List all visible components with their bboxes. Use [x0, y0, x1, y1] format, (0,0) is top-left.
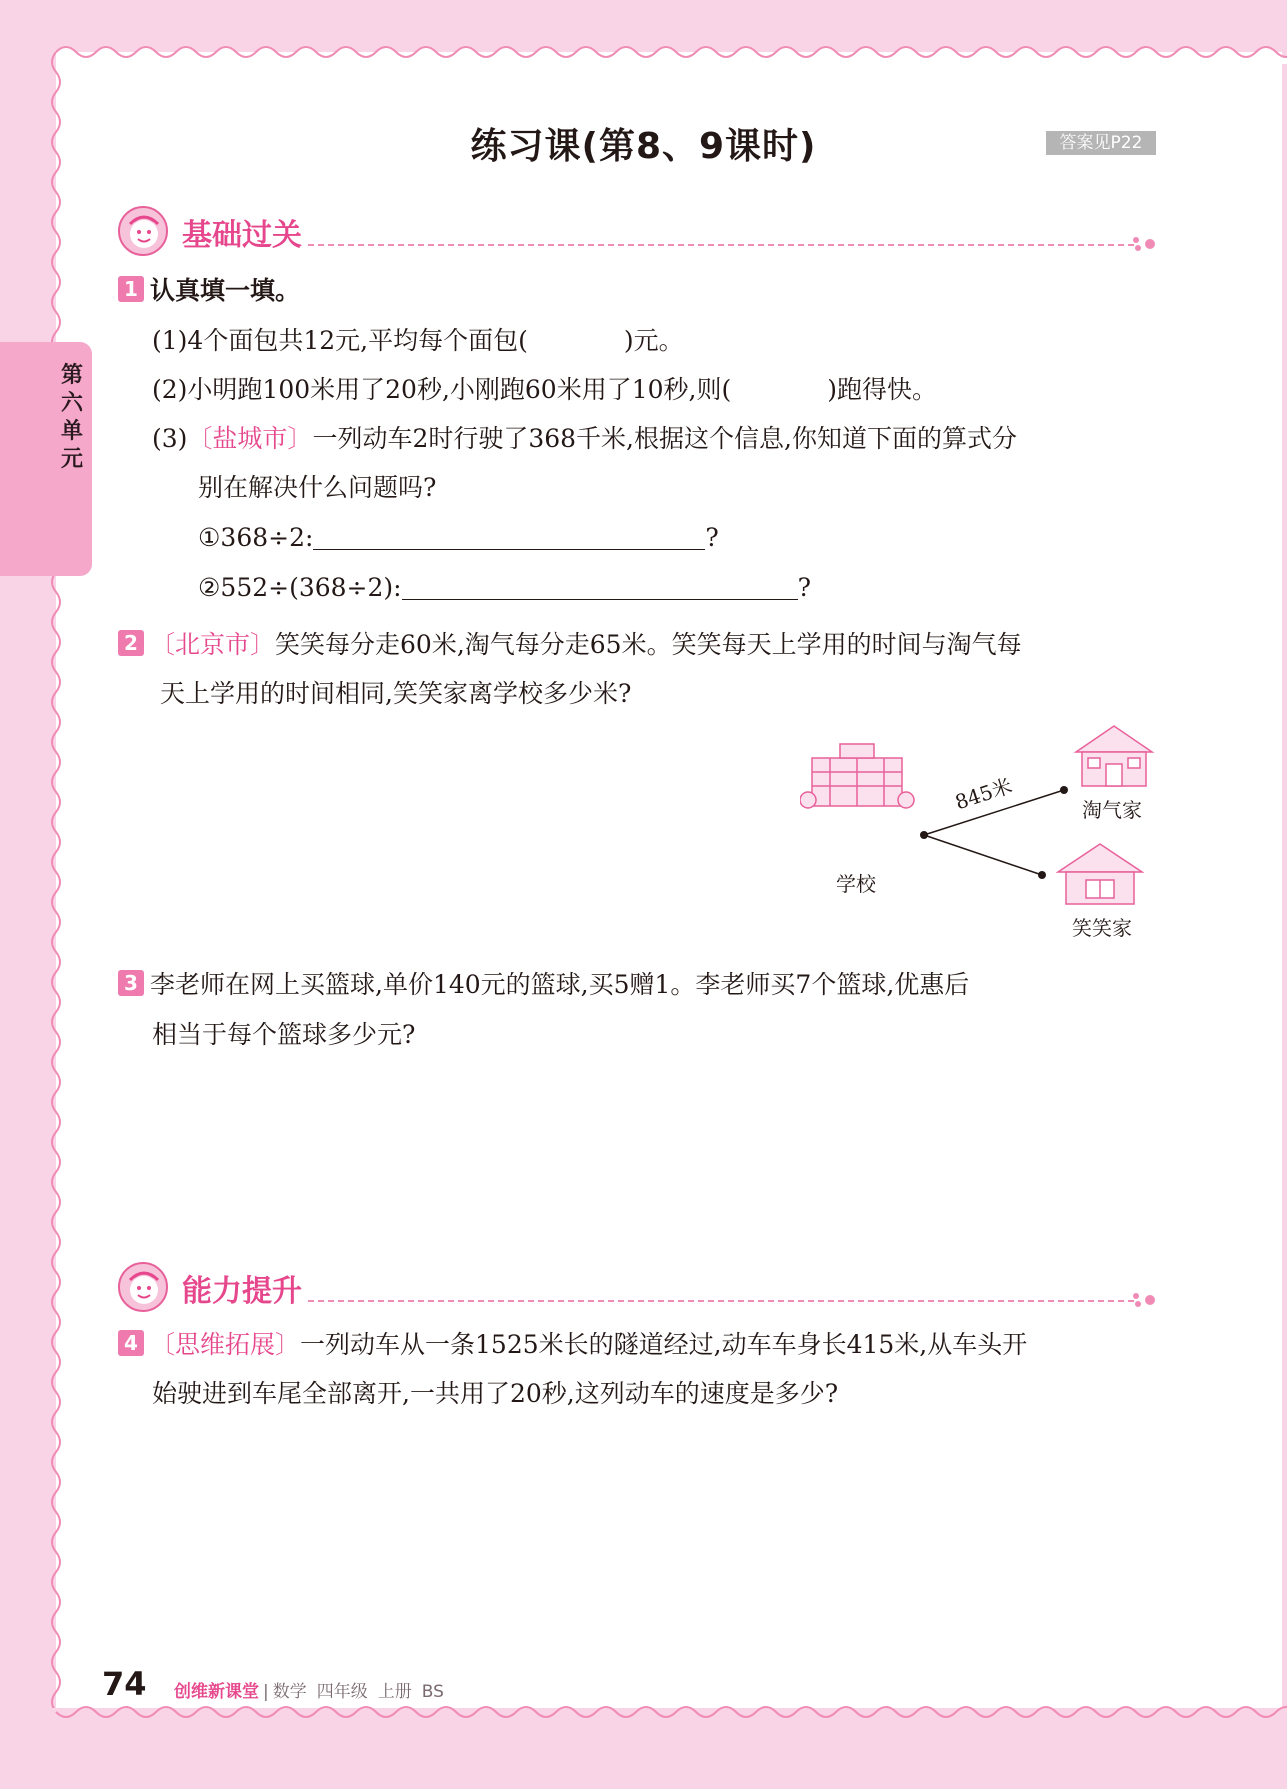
q2-line2: 天上学用的时间相同,笑笑家离学校多少米? — [160, 679, 632, 708]
footer-subject: 数学 — [272, 1682, 307, 1702]
q1-sub1-end: ? — [705, 523, 719, 552]
q3-text1: 李老师在网上买篮球,单价140元的篮球,买5赠1。李老师买7个篮球,优惠后 — [150, 970, 970, 999]
q1-part3 — [152, 422, 1017, 456]
q1-part3-line2: 别在解决什么问题吗? — [198, 473, 437, 502]
q1-number: 1 — [118, 276, 144, 302]
footer-brand: 创维新课堂 — [174, 1682, 259, 1702]
school-icon — [800, 744, 914, 808]
q3-line1 — [118, 968, 969, 1002]
page-title: 练习课(第8、9课时) — [470, 126, 817, 167]
q1-heading — [118, 274, 300, 308]
footer-volume: 上册 — [377, 1682, 412, 1702]
q1-sub2 — [198, 571, 811, 605]
decorative-dots-icon — [1132, 236, 1158, 252]
distance-label: 845米 — [952, 773, 1015, 815]
cartoon-face-icon — [118, 1262, 168, 1312]
section-advanced-title: 能力提升 — [182, 1274, 302, 1309]
q4-source-tag: 〔思维拓展〕 — [150, 1330, 301, 1359]
q2-number: 2 — [118, 630, 144, 656]
left-wave-edge — [44, 52, 68, 1708]
q1-sub2-answer-line[interactable] — [402, 573, 798, 600]
q1-part2-text: (2)小明跑100米用了20秒,小刚跑60米用了10秒,则( — [152, 375, 732, 404]
q1-part3-prefix: (3) — [152, 424, 188, 453]
bottom-wave-edge — [0, 1700, 1287, 1724]
answer-reference-badge: 答案见P22 — [1046, 131, 1156, 155]
section-divider — [308, 1300, 1134, 1302]
q1-part2 — [152, 373, 937, 407]
q4-line2: 始驶进到车尾全部离开,一共用了20秒,这列动车的速度是多少? — [152, 1379, 839, 1408]
section-basic-title: 基础过关 — [182, 218, 302, 253]
footer-edition: BS — [421, 1682, 444, 1702]
q4-text1: 一列动车从一条1525米长的隧道经过,动车车身长415米,从车头开 — [300, 1330, 1028, 1359]
footer-grade: 四年级 — [316, 1682, 368, 1702]
section-basic-header — [118, 206, 1158, 254]
q3-line2: 相当于每个篮球多少元? — [152, 1020, 416, 1049]
q2-route-diagram — [800, 720, 1160, 940]
page-number: 74 — [102, 1665, 147, 1703]
q1-sub2-text: ②552÷(368÷2): — [198, 573, 402, 602]
q1-part1-text: (1)4个面包共12元,平均每个面包( — [152, 326, 528, 355]
q3-number: 3 — [118, 970, 144, 996]
taoqi-home-label: 淘气家 — [1082, 798, 1142, 822]
section-divider — [308, 244, 1134, 246]
decorative-dots-icon — [1132, 1292, 1158, 1308]
xiaoxiao-house-icon — [1058, 844, 1142, 904]
q4-line1 — [118, 1328, 1027, 1362]
school-label: 学校 — [836, 872, 876, 896]
top-wave-edge — [0, 40, 1287, 64]
xiaoxiao-home-label: 笑笑家 — [1072, 916, 1132, 940]
q1-sub1-answer-line[interactable] — [313, 523, 705, 550]
q1-part3-source-tag: 〔盐城市〕 — [187, 424, 313, 453]
q1-sub2-end: ? — [797, 573, 811, 602]
q4-number: 4 — [118, 1330, 144, 1356]
q1-part1-end: )元。 — [623, 326, 684, 355]
section-advanced-header — [118, 1262, 1158, 1310]
q2-text1: 笑笑每分走60米,淘气每分走65米。笑笑每天上学用的时间与淘气每 — [275, 630, 1022, 659]
route-lines — [800, 720, 1160, 940]
footer-separator: | — [263, 1682, 269, 1702]
q2-line1 — [118, 628, 1022, 662]
q1-sub1-text: ①368÷2: — [198, 523, 314, 552]
footer-info — [174, 1677, 444, 1702]
taoqi-house-icon — [1076, 726, 1152, 786]
q1-part3-text: 一列动车2时行驶了368千米,根据这个信息,你知道下面的算式分 — [312, 424, 1017, 453]
q1-part1 — [152, 324, 684, 358]
unit-side-tab — [0, 342, 92, 576]
q1-sub1 — [198, 521, 719, 555]
cartoon-face-icon — [118, 206, 168, 256]
unit-tab-label: 第六单元 — [60, 363, 83, 472]
q2-source-tag: 〔北京市〕 — [150, 630, 276, 659]
q1-part2-end: )跑得快。 — [827, 375, 937, 404]
q1-heading-text: 认真填一填。 — [150, 276, 301, 305]
